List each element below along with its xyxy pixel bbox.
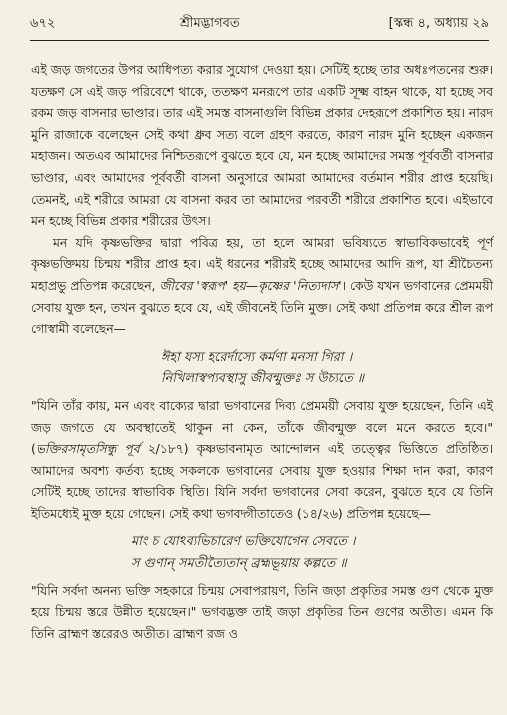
paragraph-4: "যিনি সর্বদা অনন্য ভক্তি সহকারে চিন্ময় সেবাপরায়ণ, তিনি জড়া প্রকৃতির সমস্ত গুণ থেকে মুক্ত হয়ে চিন্ময় স্তরে উন্নীত হয়েছেন।" ভগবদ্ভক্ত তাই জড়া প্রকৃতির তিন গুণের অতীত। এমন কি তিনি ব্রাহ্মণ স্তরেরও অতীত। ব্রাহ্মণ রজ ও — [31, 583, 493, 641]
verse-1-line-2: নিখিলাস্বপ্যবস্থাসু জীবন্মুক্তঃ স উচ্যতে ॥ — [161, 371, 365, 387]
paragraph-2-text-a: মন যদি কৃষ্ণভক্তির দ্বারা পবিত্র হয়, তা হলে আমরা ভবিষ্যতে স্বাভাবিকভাবেই পূর্ণ কৃষ্ণভক্তিময় চিন্ময় শরীর প্রাপ্ত হব। এই ধরনের শরীরই হচ্ছে আমাদের আদি রূপ, যা শ্রীচৈতন্য মহাপ্রভু প্রতিপন্ন করেছেন, — [31, 235, 493, 293]
paragraph-3 — [31, 396, 493, 526]
paragraph-2 — [31, 233, 493, 341]
page-content — [31, 60, 493, 645]
verse-1 — [31, 347, 493, 390]
verse-1-line-1: ঈহা যস্য হরের্দাস্যে কর্মণা মনসা গিরা । — [161, 349, 353, 365]
header-rule — [30, 40, 489, 41]
verse-2-line-1: মাং চ যোঽব্যভিচারেণ ভক্তিযোগেন সেবতে । — [131, 534, 356, 550]
section-label: [স্কন্ধ ৪, অধ্যায় ২৯ — [388, 16, 489, 31]
paragraph-3-citation: ভক্তিরসামৃতসিন্ধু পূর্ব — [35, 442, 140, 457]
paragraph-3-text-a: "যিনি তাঁর কায়, মন এবং বাক্যের দ্বারা ভগবানের দিব্য প্রেমময়ী সেবায় যুক্ত হয়েছেন, তিনি এই জড় জগতে যে অবস্থাতেই থাকুন না কেন, তাঁকে জীবন্মুক্ত বলে মনে করতে হবে।" ( — [31, 398, 493, 457]
paragraph-1: এই জড় জগতের উপর আধিপত্য করার সুযোগ দেওয়া হয়। সেটিই হচ্ছে তার অধঃপতনের শুরু। যতক্ষণ সে এই জড় পরিবেশে থাকে, ততক্ষণ মনরূপে তার একটি সূক্ষ্ম বাহন থাকে, যা হচ্ছে সব রকম জড় বাসনার ভাণ্ডার। তার এই সমস্ত বাসনাগুলি বিভিন্ন প্রকার দেহরূপে প্রকাশিত হয়। নারদ মুনি রাজাকে বলেছেন সেই কথা ধ্রুব সত্য বলে গ্রহণ করতে, কারণ নারদ মুনি হচ্ছেন একজন মহাজন। অতএব আমাদের নিশ্চিতরূপে বুঝতে হবে যে, মন হচ্ছে আমাদের সমস্ত পূর্ববর্তী বাসনার ভাণ্ডার, এবং আমাদের পূর্ববর্তী বাসনা অনুসারে আমরা আমাদের বর্তমান শরীর প্রাপ্ত হয়েছি। তেমনই, এই শরীরে আমরা যে বাসনা করব তা আমাদের পরবর্তী শরীরে প্রকাশিত হবে। এইভাবে মন হচ্ছে বিভিন্ন প্রকার শরীরের উৎস। — [31, 63, 493, 229]
verse-2 — [31, 531, 493, 574]
paragraph-3-text-b: ২/১৮৭) কৃষ্ণভাবনামৃত আন্দোলন এই তত্ত্বের ভিত্তিতে প্রতিষ্ঠিত। আমাদের অবশ্য কর্তব্য হচ্ছে সকলকে ভগবানের সেবায় যুক্ত হওয়ার শিক্ষা দান করা, কারণ সেটিই হচ্ছে তাদের স্বাভাবিক স্থিতি। যিনি সর্বদা ভগবানের সেবা করেন, বুঝতে হবে যে তিনি ইতিমধ্যেই মুক্ত হয়ে গেছেন। সেই কথা ভগবদ্গীতাতেও (১৪/২৬) প্রতিপন্ন হয়েছে— — [31, 442, 493, 521]
paragraph-2-quote: জীবের 'স্বরূপ' হয়—কৃষ্ণের 'নিত্যদাস' — [159, 278, 342, 293]
paragraph-2-text-b: । কেউ যখন ভগবানের প্রেমময়ী সেবায় যুক্ত হন, তখন বুঝতে হবে যে, এই জীবনেই তিনি মুক্ত। সেই কথা প্রতিপন্ন করে শ্রীল রূপ গোস্বামী বলেছেন— — [31, 278, 493, 337]
page-header — [30, 14, 489, 36]
book-title: শ্রীমদ্ভাগবত — [180, 16, 240, 31]
verse-2-line-2: স গুণান্ সমতীত্যৈতান্ ব্রহ্মভূয়ায় কল্পতে ॥ — [131, 556, 347, 572]
page-number: ৬৭২ — [30, 16, 56, 31]
